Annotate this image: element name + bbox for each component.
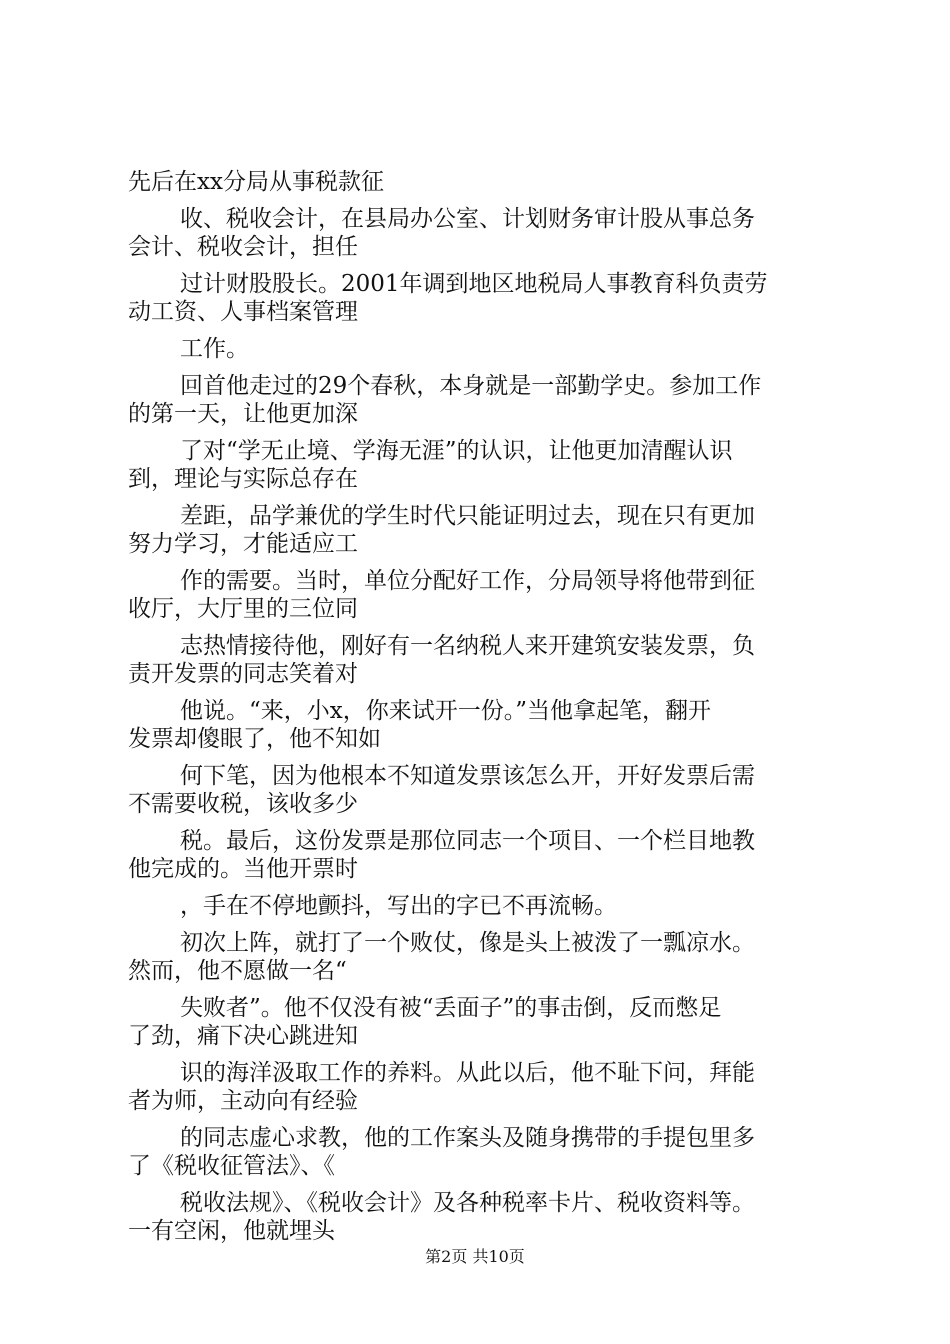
text-line: 税收法规》、《税收会计》及各种税率卡片、税收资料等。 [180,1190,755,1216]
text-line: 志热情接待他，刚好有一名纳税人来开建筑安装发票，负 [180,633,755,659]
text-line: 然而，他不愿做一名“ [128,958,347,984]
text-line: 不需要收税，该收多少 [128,791,358,817]
text-line: 何下笔，因为他根本不知道发票该怎么开，开好发票后需 [180,763,755,789]
text-line: 了劲，痛下决心跳进知 [128,1023,358,1049]
text-line: 的第一天，让他更加深 [128,401,358,427]
text-line: 到，理论与实际总存在 [128,466,358,492]
text-line: 发票却傻眼了，他不知如 [128,726,381,752]
text-line: 一有空闲，他就埋头 [128,1218,335,1244]
text-line: 失败者”。他不仅没有被“丢面子”的事击倒，反而憋足 [180,995,722,1021]
text-line: 税。最后，这份发票是那位同志一个项目、一个栏目地教 [180,828,755,854]
text-line: 努力学习，才能适应工 [128,531,358,557]
text-line: 收厅，大厅里的三位同 [128,596,358,622]
text-line: 责开发票的同志笑着对 [128,661,358,687]
text-line: 先后在xx分局从事税款征 [128,169,384,195]
text-line: 了《税收征管法》、《 [128,1153,335,1179]
text-line: 会计、税收会计，担任 [128,234,358,260]
text-line: 初次上阵，就打了一个败仗，像是头上被泼了一瓢凉水。 [180,930,755,956]
text-line: 动工资、人事档案管理 [128,299,358,325]
text-line: 差距，品学兼优的学生时代只能证明过去，现在只有更加 [180,503,755,529]
text-line: 的同志虚心求教，他的工作案头及随身携带的手提包里多 [180,1125,755,1151]
document-body [128,168,838,1245]
text-line: 他说。“来，小x，你来试开一份。”当他拿起笔，翻开 [180,698,711,724]
text-line: 工作。 [180,336,249,362]
text-line: 作的需要。当时，单位分配好工作，分局领导将他带到征 [180,568,755,594]
text-line: 识的海洋汲取工作的养料。从此以后，他不耻下问，拜能 [180,1060,755,1086]
text-line: 者为师，主动向有经验 [128,1088,358,1114]
text-line: 他完成的。当他开票时 [128,856,358,882]
text-line: 回首他走过的29个春秋，本身就是一部勤学史。参加工作 [180,373,762,399]
text-line: 了对“学无止境、学海无涯”的认识，让他更加清醒认识 [180,438,733,464]
page-number-footer: 第2页 共10页 [425,1247,525,1266]
text-line: 收、税收会计，在县局办公室、计划财务审计股从事总务 [180,206,755,232]
text-line: 过计财股股长。2001年调到地区地税局人事教育科负责劳 [180,271,768,297]
text-line: ，手在不停地颤抖，写出的字已不再流畅。 [180,893,617,919]
